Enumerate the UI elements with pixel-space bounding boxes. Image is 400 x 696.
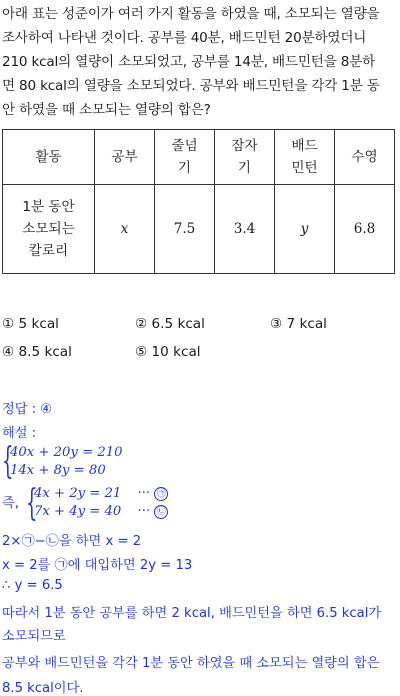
question-line-3: 210 kcal의 열량이 소모되었고, 공부를 14분, 배드민턴을 8분하 — [2, 54, 376, 70]
header-badminton-line2: 민턴 — [291, 160, 318, 176]
value-sleep: 3.4 — [215, 185, 275, 274]
system2-equation2: 7x + 4y = 40 — [34, 504, 122, 519]
conclusion-line-3: 공부와 배드민턴을 각각 1분 동안 하였을 때 소모되는 열량의 합은 — [2, 656, 380, 671]
choice-4[interactable]: ④ 8.5 kcal — [2, 344, 72, 360]
row-label-line2: 소모되는 — [22, 221, 75, 237]
conclusion-line-4: 8.5 kcal이다. — [2, 681, 84, 696]
question-line-5: 안 하였을 때 소모되는 열량의 합은? — [2, 102, 211, 118]
system1-equation2: 14x + 8y = 80 — [10, 463, 106, 478]
header-jumprope-line1: 줄넘 — [171, 138, 198, 154]
question-line-2: 조사하여 나타낸 것이다. 공부를 40분, 배드민턴 20분하였더니 — [2, 30, 367, 46]
step-substitute: x = 2를 ㉠에 대입하면 2y = 13 — [2, 558, 193, 573]
choice-2[interactable]: ② 6.5 kcal — [135, 316, 205, 332]
value-study: x — [95, 185, 155, 274]
explanation-label: 해설 : — [2, 426, 37, 441]
choice-3[interactable]: ③ 7 kcal — [270, 316, 327, 332]
row-label-line1: 1분 동안 — [22, 199, 75, 215]
header-study: 공부 — [95, 130, 155, 185]
question-line-1: 아래 표는 성준이가 여러 가지 활동을 하였을 때, 소모되는 열량을 — [2, 6, 380, 22]
choice-1[interactable]: ① 5 kcal — [2, 316, 59, 332]
header-jumprope — [155, 130, 215, 185]
equation-mark-2: ㉡ — [154, 505, 168, 519]
header-jumprope-line2: 기 — [177, 160, 192, 176]
system-brace-1: { — [2, 441, 14, 482]
equation1-dots: ··· — [137, 486, 151, 501]
header-sleep — [215, 130, 275, 185]
header-badminton — [275, 130, 335, 185]
equation2-dots: ··· — [137, 504, 151, 519]
table-header-row — [3, 130, 395, 185]
system2-equation1: 4x + 2y = 21 — [34, 486, 122, 501]
system2-equation1-row — [34, 486, 168, 501]
header-activity: 활동 — [3, 130, 95, 185]
table-row — [3, 185, 395, 274]
row-label — [3, 185, 95, 274]
system2-equation2-row — [34, 504, 168, 519]
value-jumprope: 7.5 — [155, 185, 215, 274]
conclusion-line-2: 소모되므로 — [2, 629, 66, 644]
system-brace-2: { — [26, 483, 38, 524]
equation-mark-1: ㉠ — [154, 487, 168, 501]
question-text — [2, 2, 398, 122]
system2-prefix: 즉, — [2, 496, 19, 511]
choice-5[interactable]: ⑤ 10 kcal — [135, 344, 201, 360]
question-line-4: 면 80 kcal의 열량을 소모되었다. 공부와 배드민턴을 각각 1분 동 — [2, 78, 380, 94]
row-label-line3: 칼로리 — [28, 243, 69, 259]
header-swim: 수영 — [335, 130, 395, 185]
step-eliminate: 2×㉠−㉡을 하면 x = 2 — [2, 534, 142, 549]
calorie-table — [2, 129, 395, 274]
value-badminton: y — [275, 185, 335, 274]
system1-equation1: 40x + 20y = 210 — [10, 445, 123, 460]
answer-line: 정답 : ④ — [2, 402, 53, 417]
step-result: ∴ y = 6.5 — [2, 578, 63, 593]
header-sleep-line2: 기 — [237, 160, 252, 176]
conclusion-line-1: 따라서 1분 동안 공부를 하면 2 kcal, 배드민턴을 하면 6.5 kcal가 — [2, 606, 382, 621]
header-badminton-line1: 배드 — [291, 138, 318, 154]
value-swim: 6.8 — [335, 185, 395, 274]
header-sleep-line1: 잠자 — [231, 138, 258, 154]
